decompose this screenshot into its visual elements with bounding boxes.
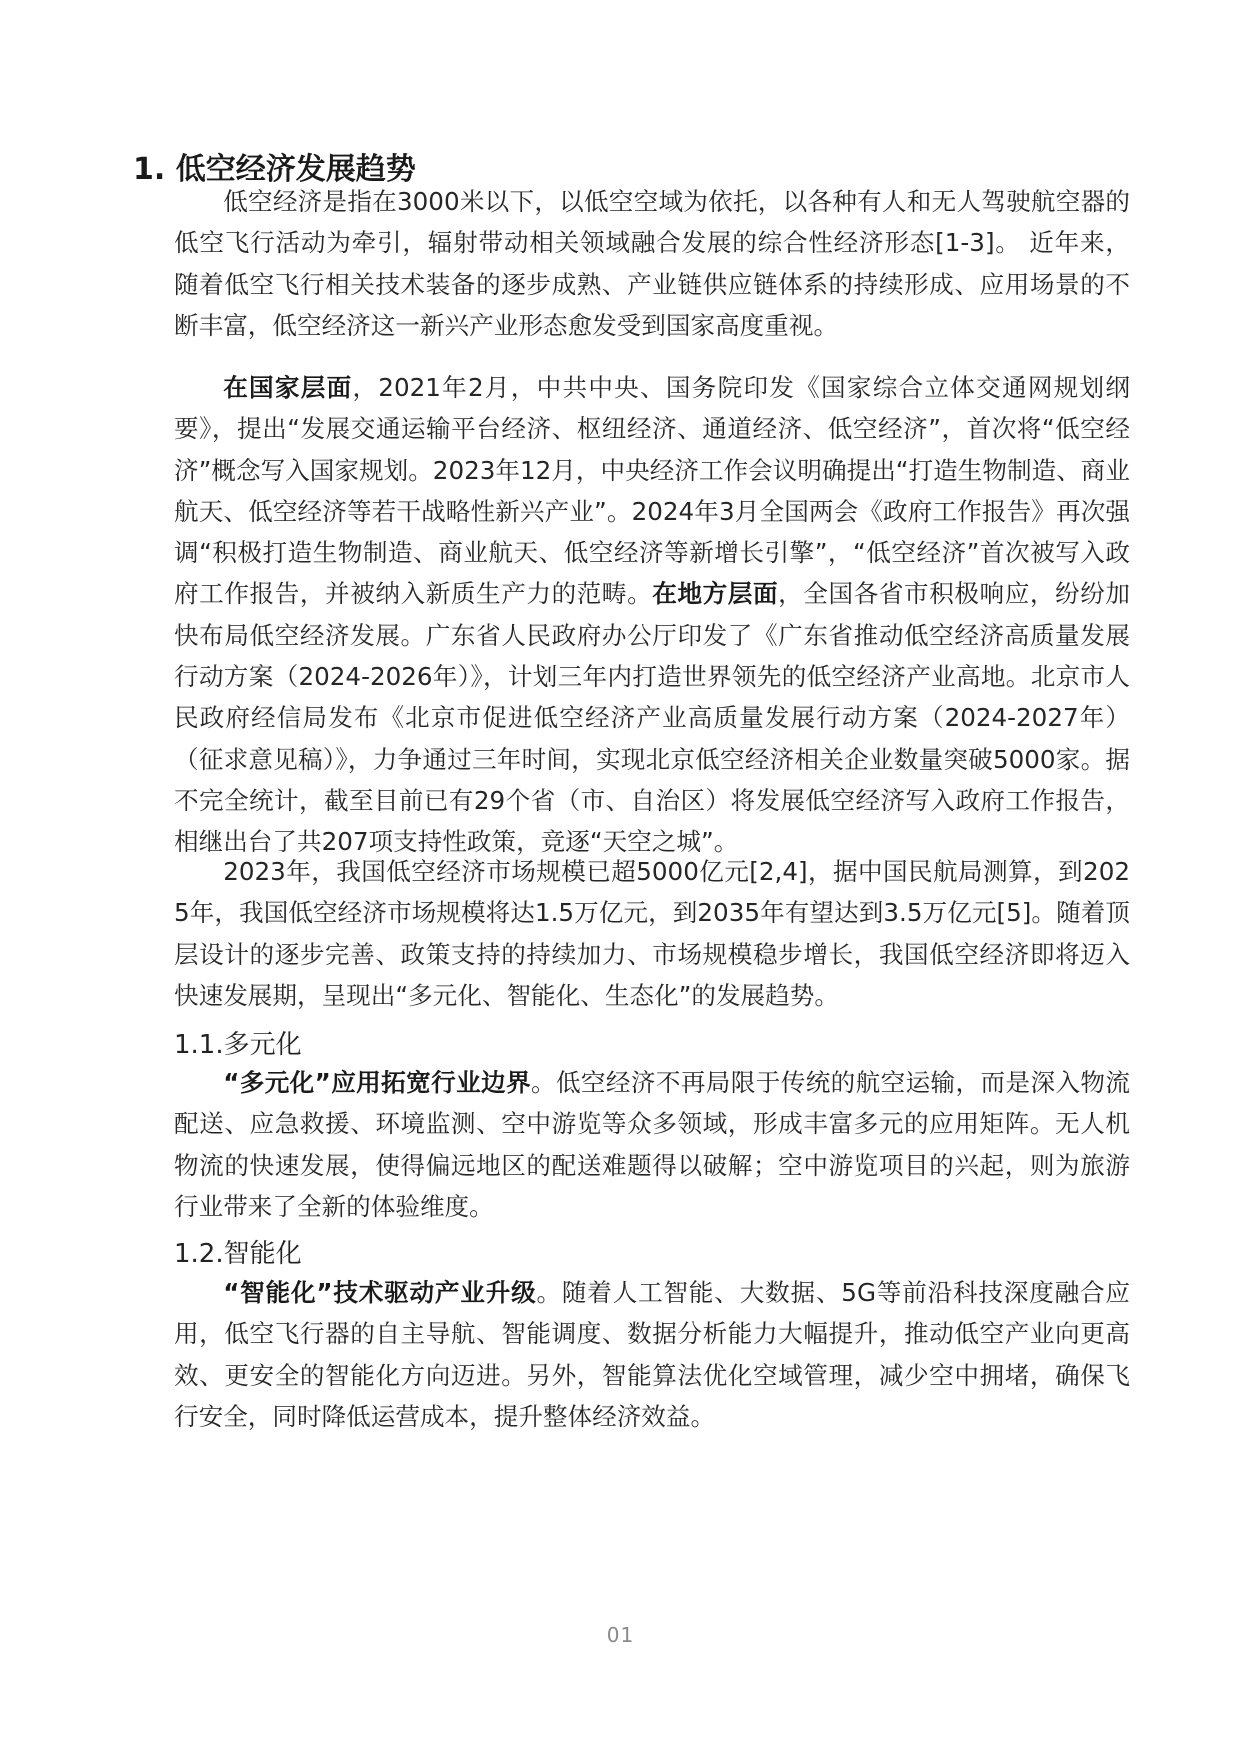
policy-local-text: ，全国各省市积极响应，纷纷加快布局低空经济发展。广东省人民政府办公厅印发了《广东省推动低空经济高质量发展行动方案（2024-2026年）》，计划三年内打造世界领先的低空经济产业高地。北京市人民政府经信局发布《北京市促进低空经济产业高质量发展行动方案（2024-2027年）（征求意见稿）》，力争通过三年时间，实现北京低空经济相关企业数量突破5000家。据不完全统计，截至目前已有29个省（市、自治区）将发展低空经济写入政府工作报告，相继出台了共207项支持性政策，竞逐“天空之城”。 (174, 579, 1130, 857)
bold-lead-local: 在地方层面 (652, 579, 779, 609)
subsection-title-intelligence: 1.2.智能化 (174, 1239, 302, 1269)
paragraph-diversification (174, 1062, 1130, 1227)
paragraph-definition: 低空经济是指在3000米以下，以低空空域为依托，以各种有人和无人驾驶航空器的低空飞行活动为牵引，辐射带动相关领域融合发展的综合性经济形态[1-3]。 近年来， 随着低空飞行相关技术装备的逐步成熟、产业链供应链体系的持续形成、应用场景的不断丰富，低空经济这一新兴产业形态愈发受到国家高度重视。 (174, 187, 1130, 340)
paragraph-market-scale: 2023年，我国低空经济市场规模已超5000亿元[2,4]，据中国民航局测算，到2025年，我国低空经济市场规模将达1.5万亿元，到2035年有望达到3.5万亿元[5]。随着顶层设计的逐步完善、政策支持的持续加力、市场规模稳步增长，我国低空经济即将迈入快速发展期，呈现出“多元化、智能化、生态化”的发展趋势。 (174, 857, 1130, 1010)
page-number: 01 (606, 1623, 635, 1647)
paragraph-intelligence (174, 1272, 1130, 1437)
diversification-text: 。低空经济不再局限于传统的航空运输，而是深入物流配送、应急救援、环境监测、空中游览等众多领域，形成丰富多元的应用矩阵。无人机物流的快速发展，使得偏远地区的配送难题得以破解；空中游览项目的兴起，则为旅游行业带来了全新的体验维度。 (174, 1068, 1130, 1221)
bold-lead-diversification: “多元化”应用拓宽行业边界 (223, 1068, 531, 1097)
policy-national-text: ，2021年2月，中共中央、国务院印发《国家综合立体交通网规划纲要》，提出“发展交通运输平台经济、枢纽经济、通道经济、低空经济”，首次将“低空经济”概念写入国家规划。2023年12月，中央经济工作会议明确提出“打造生物制造、商业航天、低空经济等若干战略性新兴产业”。2024年3月全国两会《政府工作报告》再次强调“积极打造生物制造、商业航天、低空经济等新增长引擎”，“低空经济”首次被写入政府工作报告，并被纳入新质生产力的范畴。 (174, 373, 1130, 609)
subsection-title-diversification: 1.1.多元化 (174, 1030, 302, 1060)
section-title: 1. 低空经济发展趋势 (133, 152, 416, 187)
bold-lead-intelligence: “智能化”技术驱动产业升级 (223, 1278, 537, 1307)
paragraph-policy (174, 367, 1130, 863)
intelligence-text: 。随着人工智能、大数据、5G等前沿科技深度融合应用，低空飞行器的自主导航、智能调度、数据分析能力大幅提升，推动低空产业向更高效、更安全的智能化方向迈进。另外，智能算法优化空域管理，减少空中拥堵，确保飞行安全，同时降低运营成本，提升整体经济效益。 (174, 1278, 1130, 1431)
bold-lead-national: 在国家层面 (223, 373, 353, 402)
